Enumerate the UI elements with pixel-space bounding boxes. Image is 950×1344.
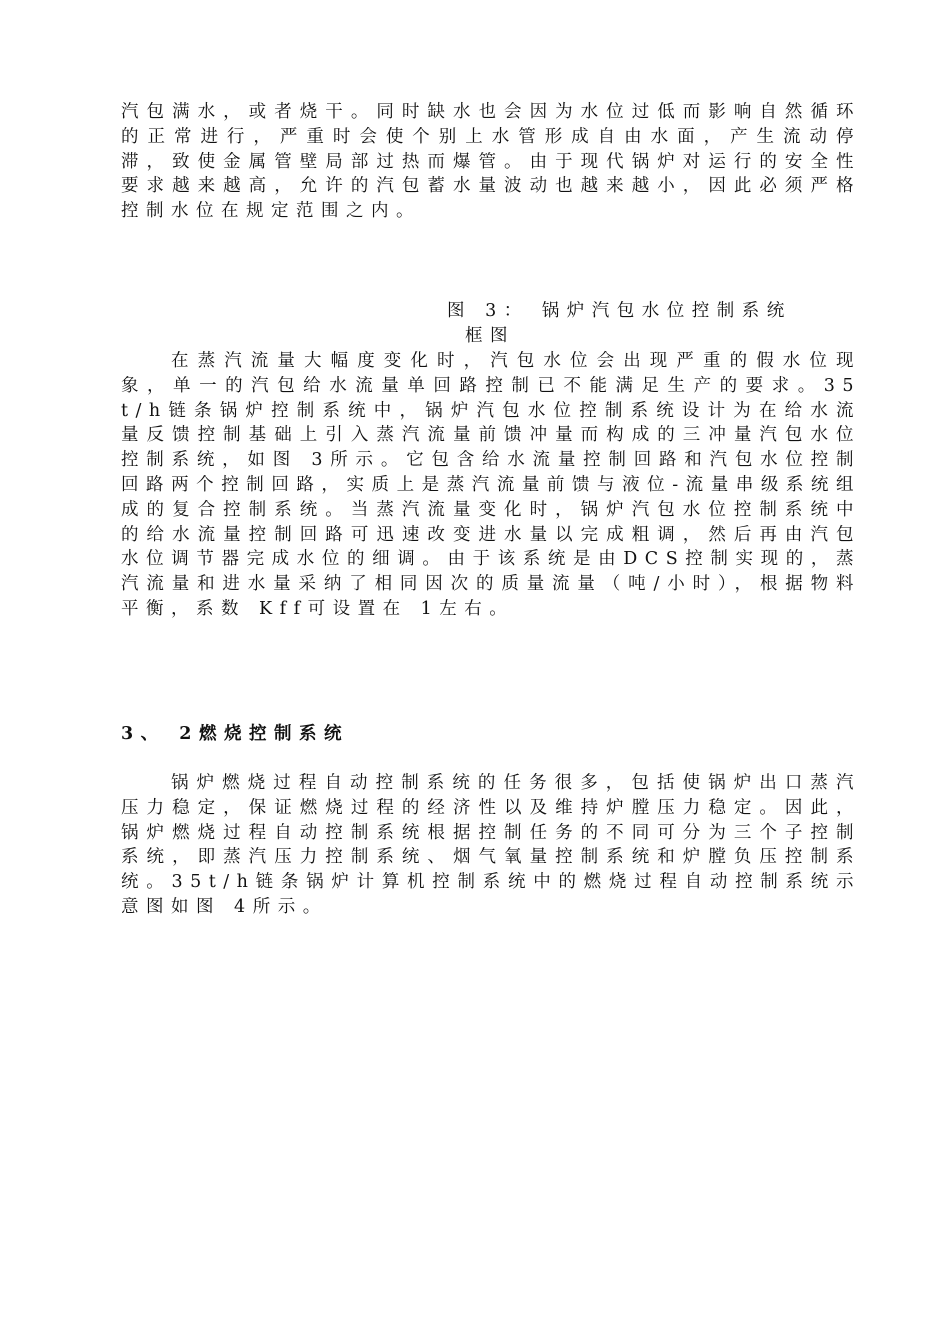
paragraph-combustion-control: 锅炉燃烧过程自动控制系统的任务很多，包括使锅炉出口蒸汽压力稳定，保证燃烧过程的经济性以及维持炉膛压力稳定。因此，锅炉燃烧过程自动控制系统根据控制任务的不同可分为三个子控制系统，即蒸汽压力控制系统、烟气氧量控制系统和炉膛负压控制系统。35t/h链条锅炉计算机控制系统中的燃烧过程自动控制系统示意图如图 4所示。 (121, 773, 861, 917)
figure-caption-line-1: 图 3： 锅炉汽包水位控制系统 (447, 301, 792, 321)
paragraph-three-impulse-control: 在蒸汽流量大幅度变化时，汽包水位会出现严重的假水位现象，单一的汽包给水流量单回路控制已不能满足生产的要求。35t/h链条锅炉控制系统中，锅炉汽包水位控制系统设计为在给水流量反馈控制基础上引入蒸汽流量前馈冲量而构成的三冲量汽包水位控制系统，如图 3所示。它包含给水流量控制回路和汽包水位控制回路两个控制回路，实质上是蒸汽流量前馈与液位-流量串级系统组成的复合控制系统。当蒸汽流量变化时，锅炉汽包水位控制系统中的给水流量控制回路可迅速改变进水量以完成粗调，然后再由汽包水位调节器完成水位的细调。由于该系统是由DCS控制实现的，蒸汽流量和进水量采纳了相同因次的质量流量（吨/小时），根据物料平衡，系数 Kff可设置在 1左右。 (121, 351, 861, 619)
section-heading: 3、 2燃烧控制系统 (121, 724, 349, 744)
paragraph-water-level-risk: 汽包满水，或者烧干。同时缺水也会因为水位过低而影响自然循环的正常进行，严重时会使个别上水管形成自由水面，产生流动停滞，致使金属管壁局部过热而爆管。由于现代锅炉对运行的安全性要求越来越高，允许的汽包蓄水量波动也越来越小，因此必须严格控制水位在规定范围之内。 (121, 102, 861, 222)
figure-caption (447, 299, 861, 349)
figure-caption-line-2: 框图 (465, 325, 515, 346)
